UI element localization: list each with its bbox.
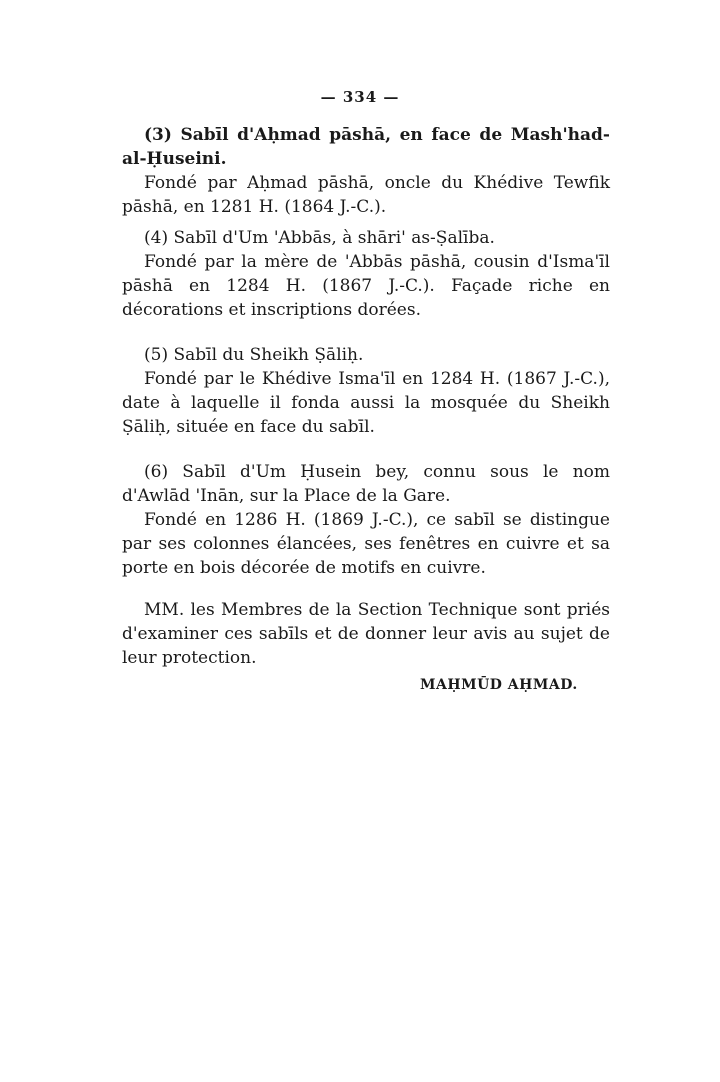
page-number: — 334 — — [320, 88, 400, 106]
section-4 — [122, 226, 610, 322]
closing-paragraph: MM. les Membres de la Section Technique sont priés d'examiner ces sabīls et de donner leur avis au sujet de leur protection. — [122, 600, 610, 668]
closing-paragraph-block — [122, 598, 610, 670]
section-3-heading: (3) Sabīl d'Aḥmad pāshā, en face de Mash'had-al-Ḥuseini. — [122, 125, 610, 169]
section-3-body: Fondé par Aḥmad pāshā, oncle du Khédive Tewfik pāshā, en 1281 H. (1864 J.-C.). — [122, 173, 610, 217]
section-5 — [122, 343, 610, 439]
section-5-body: Fondé par le Khédive Isma'īl en 1284 H. (1867 J.-C.), date à laquelle il fonda aussi la mosquée du Sheikh Ṣāliḥ, située en face du sabīl. — [122, 369, 610, 437]
section-6-body: Fondé en 1286 H. (1869 J.-C.), ce sabīl se distingue par ses colonnes élancées, ses fenêtres en cuivre et sa porte en bois décorée de motifs en cuivre. — [122, 510, 610, 578]
section-3 — [122, 123, 610, 219]
signature: MAḤMŪD AḤMAD. — [420, 677, 578, 693]
section-6-heading: (6) Sabīl d'Um Ḥusein bey, connu sous le nom d'Awlād 'Inān, sur la Place de la Gare. — [122, 462, 610, 506]
section-5-heading: (5) Sabīl du Sheikh Ṣāliḥ. — [144, 345, 364, 365]
section-4-body: Fondé par la mère de 'Abbās pāshā, cousin d'Isma'īl pāshā en 1284 H. (1867 J.-C.). Façade riche en décorations et inscriptions dorées. — [122, 252, 610, 320]
section-4-heading: (4) Sabīl d'Um 'Abbās, à shāri' as-Ṣalība. — [144, 228, 495, 248]
section-6 — [122, 460, 610, 580]
